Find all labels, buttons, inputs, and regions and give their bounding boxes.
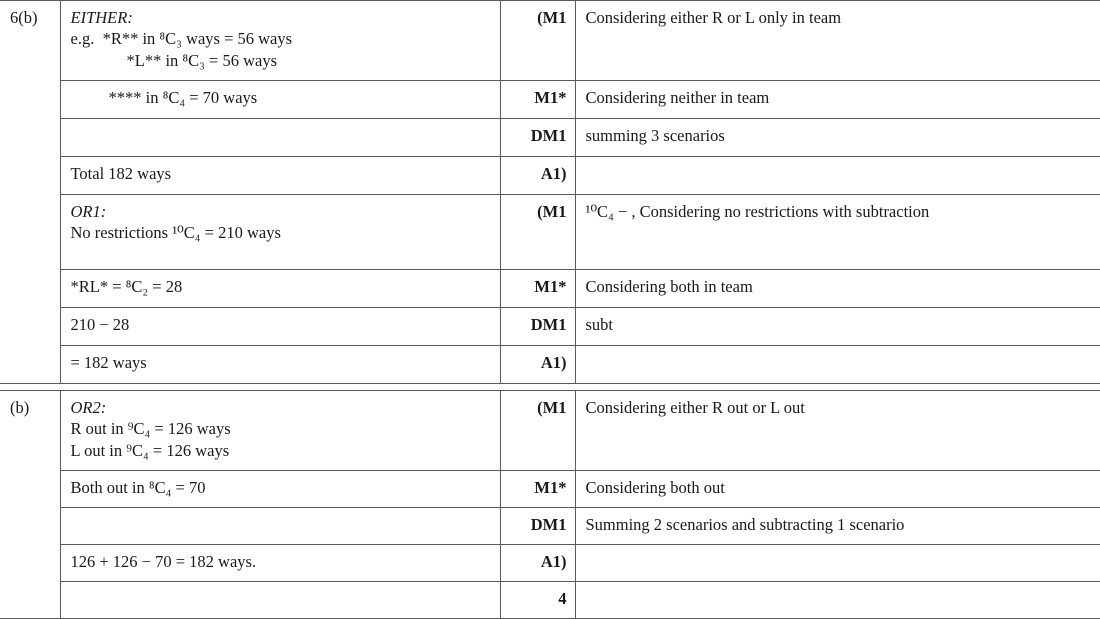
marks-cell: M1* — [500, 270, 575, 308]
table-row — [0, 308, 1100, 346]
scheme-cell — [60, 270, 500, 308]
marks-cell: DM1 — [500, 508, 575, 545]
scheme-line: e.g. *R** in ⁸C₃ ways = 56 ways — [70, 29, 293, 49]
marks-cell: A1) — [500, 545, 575, 582]
marks-cell: M1* — [500, 471, 575, 508]
scheme-cell — [60, 582, 500, 619]
notes-cell: Considering both in team — [575, 270, 1100, 308]
table-row — [0, 195, 1100, 270]
notes-cell: Considering neither in team — [575, 81, 1100, 119]
scheme-cell — [60, 391, 500, 471]
table-row — [0, 346, 1100, 384]
scheme-line: **** in ⁸C₄ = 70 ways — [108, 88, 258, 107]
scheme-cell — [60, 119, 500, 157]
notes-cell — [575, 582, 1100, 619]
table-row — [0, 545, 1100, 582]
marks-cell: M1* — [500, 81, 575, 119]
scheme-cell — [60, 545, 500, 582]
notes-cell: Considering either R or L only in team — [575, 1, 1100, 81]
scheme-cell — [60, 81, 500, 119]
notes-cell: Considering both out — [575, 471, 1100, 508]
notes-cell: ¹⁰C₄ − , Considering no restrictions with subtraction — [575, 195, 1100, 270]
question-number-label: (b) — [10, 398, 30, 417]
notes-cell: summing 3 scenarios — [575, 119, 1100, 157]
scheme-cell — [60, 508, 500, 545]
table-row — [0, 582, 1100, 619]
table-row — [0, 1, 1100, 81]
marks-cell: (M1 — [500, 195, 575, 270]
table-row — [0, 391, 1100, 471]
mark-scheme-table-lower — [0, 390, 1100, 619]
marks-cell: A1) — [500, 157, 575, 195]
question-number-cell — [0, 1, 60, 384]
scheme-line: = 182 ways — [70, 353, 147, 372]
scheme-line: No restrictions ¹⁰C₄ = 210 ways — [70, 223, 281, 243]
scheme-line: 126 + 126 − 70 = 182 ways. — [70, 552, 257, 571]
table-row — [0, 270, 1100, 308]
scheme-cell — [60, 157, 500, 195]
question-number-cell — [0, 391, 60, 619]
scheme-line: OR1: — [70, 202, 107, 221]
marks-cell: A1) — [500, 346, 575, 384]
table-row — [0, 157, 1100, 195]
scheme-line: 210 − 28 — [70, 315, 130, 334]
table-row — [0, 508, 1100, 545]
marks-cell: (M1 — [500, 1, 575, 81]
marks-cell: DM1 — [500, 119, 575, 157]
scheme-cell — [60, 346, 500, 384]
question-number-label: 6(b) — [10, 8, 38, 27]
notes-cell — [575, 346, 1100, 384]
notes-cell: subt — [575, 308, 1100, 346]
scheme-cell — [60, 308, 500, 346]
scheme-line: L out in ⁹C₄ = 126 ways — [70, 440, 230, 460]
table-row — [0, 81, 1100, 119]
marks-cell: (M1 — [500, 391, 575, 471]
notes-cell: Considering either R out or L out — [575, 391, 1100, 471]
scheme-line: EITHER: — [70, 8, 133, 27]
notes-cell — [575, 157, 1100, 195]
marks-cell: DM1 — [500, 308, 575, 346]
scheme-line: Total 182 ways — [70, 164, 172, 183]
table-row — [0, 471, 1100, 508]
scheme-cell — [60, 471, 500, 508]
scheme-line: Both out in ⁸C₄ = 70 — [70, 478, 206, 497]
scheme-line: *L** in ⁸C₃ = 56 ways — [126, 50, 278, 70]
table-row — [0, 119, 1100, 157]
scheme-cell — [60, 1, 500, 81]
scheme-line: OR2: — [70, 398, 107, 417]
notes-cell: Summing 2 scenarios and subtracting 1 scenario — [575, 508, 1100, 545]
scheme-cell — [60, 195, 500, 270]
total-marks-cell: 4 — [500, 582, 575, 619]
scheme-line: *RL* = ⁸C₂ = 28 — [70, 277, 183, 296]
scheme-line: R out in ⁹C₄ = 126 ways — [70, 419, 231, 439]
notes-cell — [575, 545, 1100, 582]
